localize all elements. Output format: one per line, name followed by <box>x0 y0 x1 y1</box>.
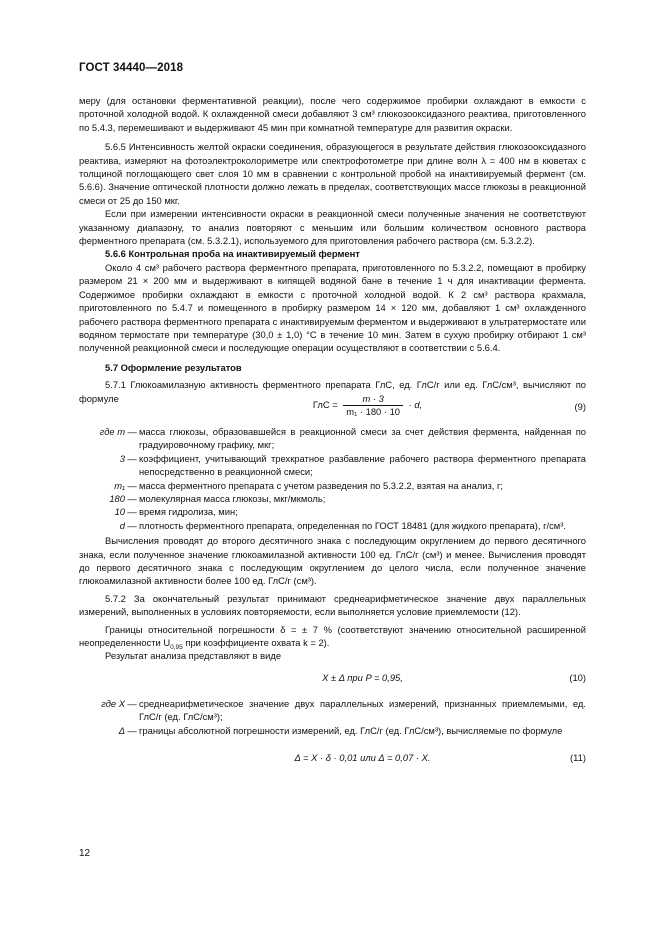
section-heading: 5.6.6 Контрольная проба на инактивируемый фермент <box>105 248 360 260</box>
definition-text: коэффициент, учитывающий трехкратное разбавление рабочего раствора ферментного препарата непосредственно в реакционной смеси; <box>139 452 586 478</box>
paragraph: Вычисления проводят до второго десятичного знака с последующим округлением до первого десятичного знака, если полученное значение глюкоамилазной активности 100 ед. ГлС/г (см³) и менее. Вычисления проводят до первого десятичного знака с последующим округлением до целого числа, если полученное значение глюкоамилазной активности более 100 ед. ГлС/г (см³). <box>79 535 586 587</box>
definition-row <box>79 519 586 532</box>
formula-expression: X ± Δ при P = 0,95, <box>322 671 403 683</box>
definition-dash: — <box>127 697 137 709</box>
definition-row <box>79 452 586 479</box>
definition-text: масса глюкозы, образовавшейся в реакционной смеси за счет действия фермента, найденная по градуировочному графику, мкг; <box>139 425 586 451</box>
definition-dash: — <box>127 492 137 504</box>
formula-10 <box>79 671 586 695</box>
formula-lhs: ГлС = <box>312 398 338 410</box>
definition-symbol: где X <box>101 697 125 709</box>
paragraph: Результат анализа представляют в виде <box>105 650 282 662</box>
definition-text: границы абсолютной погрешности измерений, ед. ГлС/г (ед. ГлС/см³), вычисляемые по формуле <box>139 724 563 736</box>
definition-symbol: Δ <box>118 724 125 736</box>
formula-number: (10) <box>569 671 586 683</box>
definition-symbol: где m <box>99 425 125 437</box>
formula-expression: Δ = X · δ · 0,01 или Δ = 0,07 · X. <box>294 752 431 764</box>
paragraph-text: при коэффициенте охвата k = 2). <box>182 637 330 649</box>
definition-row <box>79 505 586 518</box>
definition-row <box>79 479 586 492</box>
paragraph: Около 4 см³ рабочего раствора ферментного препарата, приготовленного по 5.3.2.2, помещают в пробирку размером 21 × 200 мм и выдерживают в кипящей водяной бане в течение 1 ч для инактивации фермента. Содержимое пробирки охлаждают в емкости с проточной холодной водой. К 2 см³ раствора крахмала, приготовленного по 5.4.7 и помещенного в пробирку размером 14 × 120 мм, добавляют 1 см³ охлажденного рабочего раствора ферментного препарата с инактивируемым ферментом и выдерживают в ультратермостате или водяном термостате при температуре (30,0 ± 1,0) °С в течение 10 мин. Затем в сухую пробирку отбирают 1 см³ полученной реакционной смеси и последующие операции осуществляют в соответствии с 5.6.4. <box>79 261 586 354</box>
formula-10-definitions <box>79 697 586 737</box>
paragraph: 5.7.1 Глюкоамилазную активность ферментного препарата ГлС, ед. ГлС/г или ед. ГлС/см³, вычисляют по формуле <box>79 379 586 404</box>
definition-row <box>79 724 586 737</box>
paragraph: 5.6.5 Интенсивность желтой окраски соединения, образующегося в результате действия глюкозооксидазного реактива, измеряют на фотоэлектроколориметре или спектрофотометре при длине волн λ = 400 нм в кюветах с толщиной поглощающего свет слоя 10 мм в сравнении с контрольной пробой на инактивируемый фермент (см. 5.6.6). Значение оптической плотности должно лежать в пределах, соответствующих массе глюкозы в реакционной смеси от 25 до 150 мкг. <box>79 141 586 206</box>
document-body <box>79 94 586 775</box>
formula-fraction <box>343 393 403 418</box>
formula-number: (9) <box>574 400 586 412</box>
definition-row <box>79 492 586 505</box>
paragraph: Если при измерении интенсивности окраски в реакционной смеси полученные значения не соответствуют указанному диапазону, то анализ повторяют с меньшим или большим количеством основного раствора ферментного препарата (см. 5.3.2.1), используемого для приготовления рабочего раствора (см. 5.3.2.2). <box>79 208 586 247</box>
definition-row <box>79 697 586 724</box>
page-number: 12 <box>79 848 91 859</box>
definition-symbol: d <box>119 519 125 531</box>
definition-text: молекулярная масса глюкозы, мкг/мкмоль; <box>139 492 326 504</box>
subscript: 0,95 <box>170 643 183 651</box>
definition-symbol: 10 <box>114 506 125 518</box>
formula-11 <box>79 751 586 775</box>
definition-row <box>79 425 586 452</box>
formula-9-definitions <box>79 425 586 532</box>
paragraph: 5.7.2 За окончательный результат принимают среднеарифметическое значение двух параллельных измерений, выполненных в условиях повторяемости, если выполняется условие приемлемости (12). <box>79 592 586 618</box>
definition-dash: — <box>127 425 137 437</box>
definition-text: плотность ферментного препарата, определенная по ГОСТ 18481 (для жидкого препарата), г/см³. <box>139 519 566 531</box>
definition-text: среднеарифметическое значение двух параллельных измерений, признанных приемлемыми, ед. ГлС/г (ед. ГлС/см³); <box>139 697 586 723</box>
definition-dash: — <box>127 479 137 491</box>
paragraph: меру (для остановки ферментативной реакции), после чего содержимое пробирки охлаждают в емкости с проточной холодной водой. К охлажденной смеси добавляют 3 см³ глюкозооксидазного реактива, приготовленного по 5.4.3, перемешивают и выдерживают 45 мин при комнатной температуре для развития окраски. <box>79 95 586 133</box>
standard-header: ГОСТ 34440—2018 <box>79 62 184 74</box>
paragraph-text: Границы относительной погрешности δ = ± 7 % (соответствуют значению относительной расширенной неопределенности U <box>79 623 586 649</box>
formula-9 <box>79 393 586 423</box>
definition-text: масса ферментного препарата с учетом разведения по 5.3.2.2, взятая на анализ, г; <box>139 479 504 491</box>
definition-dash: — <box>127 452 137 464</box>
fraction-numerator: m · 3 <box>343 393 403 406</box>
fraction-denominator: m₁ · 180 · 10 <box>346 405 401 417</box>
definition-text: время гидролиза, мин; <box>139 506 238 518</box>
definition-dash: — <box>127 724 137 736</box>
paragraph <box>79 623 586 650</box>
formula-rhs: · d, <box>408 398 423 410</box>
definition-symbol: 180 <box>109 492 125 504</box>
definition-dash: — <box>127 506 137 518</box>
definition-symbol: m₁ <box>114 479 125 491</box>
section-heading: 5.7 Оформление результатов <box>105 361 242 373</box>
formula-number: (11) <box>570 752 586 764</box>
definition-symbol: 3 <box>119 452 125 464</box>
definition-dash: — <box>127 519 137 531</box>
